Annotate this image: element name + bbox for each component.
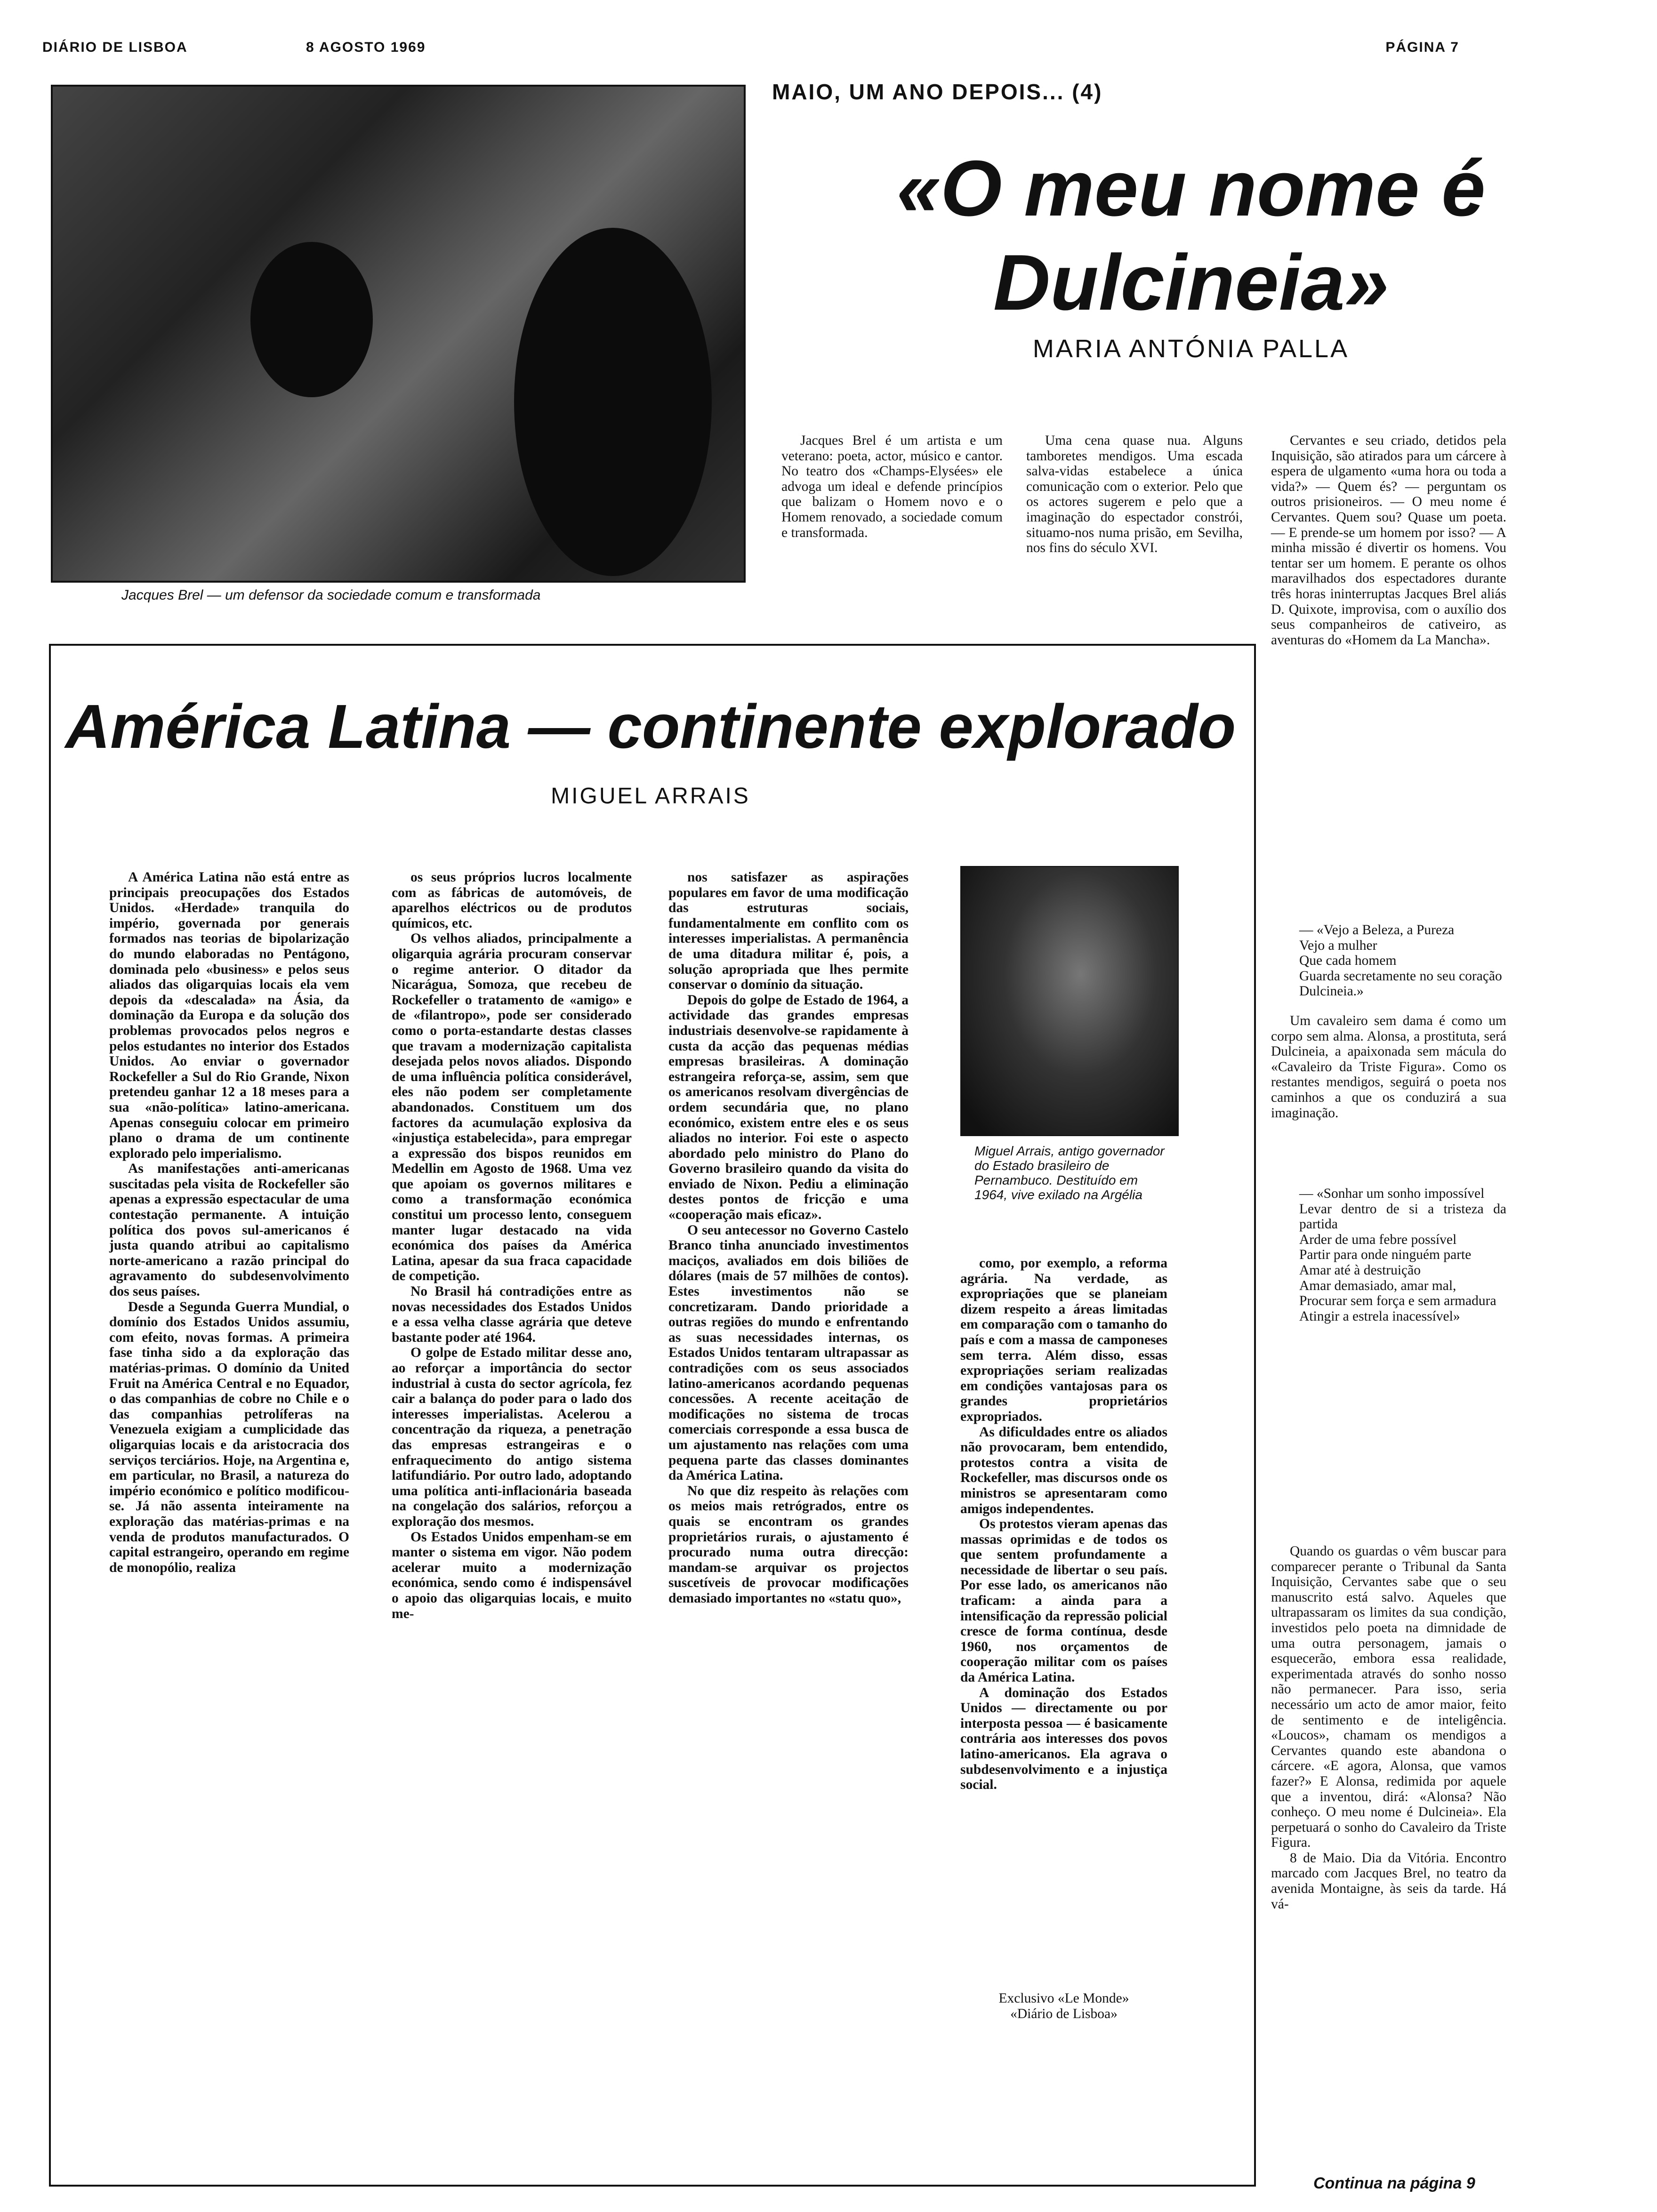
article1-paragraph: Quando os guardas o vêm buscar para comparecer perante o Tribunal da Santa Inquisição, Cervantes sabe que o seu manuscrito está salvo. Aqueles que ultrapassaram os limites da sua condição, investidos pelo poeta na dimnidade de uma outra personagem, jamais o esquecerão, embora essa realidade, experimentada através do sonho nosso não permanecer. Para isso, seria necessário um acto de amor maior, feito de sentimento e de inteligência. «Loucos», chamam os mendigos a Cervantes quando este abandona o cárcere. «E agora, Alonsa, que vamos fazer?» E Alonsa, redimida por aquele que a inventou, dirá: «Alonsa? Não conheço. O meu nome é Dulcineia». Ela perpetuará o sonho do Cavaleiro da Triste Figura. bbox=[1271, 1544, 1506, 1851]
poem-line: Que cada homem bbox=[1299, 953, 1397, 969]
page-number: PÁGINA 7 bbox=[1385, 40, 1459, 55]
signature-line: Exclusivo «Le Monde» bbox=[998, 1991, 1129, 2006]
article1-column-1 bbox=[781, 433, 1003, 540]
poem-line: — «Sonhar um sonho impossível bbox=[1299, 1186, 1485, 1201]
article2-signature bbox=[960, 1991, 1167, 2021]
photo-figure-left bbox=[250, 242, 373, 397]
article2-paragraph: No Brasil há contradições entre as novas necessidades dos Estados Unidos e a essa velha classe agrária que deteve bastante poder até 1964. bbox=[392, 1284, 632, 1345]
article2-column-2 bbox=[392, 870, 632, 1621]
article1-kicker: MAIO, UM ANO DEPOIS... (4) bbox=[772, 80, 1103, 104]
article1-poem-1 bbox=[1271, 922, 1506, 1121]
article2-paragraph: como, por exemplo, a reforma agrária. Na verdade, as expropriações que se planeiam dizem respeito a áreas limitadas em comparação com o tamanho do país e com a massa de camponeses sem terra. Além disso, essas expropriações seriam realizadas em condições vantajosas para os grandes proprietários expropriados. bbox=[960, 1256, 1167, 1424]
article2-paragraph: No que diz respeito às relações com os meios mais retrógrados, entre os quais se encontram os grandes proprietários rurais, o ajustamento é procurado numa outra direcção: mandam-se arquivar os projectos suscetíveis de provocar modificações demasiado importantes no «statu quo», bbox=[668, 1483, 909, 1606]
article2-paragraph: A América Latina não está entre as principais preocupações dos Estados Unidos. «Herdade» tranquila do império, governada por generais formados nas teorias de bipolarização do mundo elaboradas no Pentágono, dominada pelo «business» e pelos seus aliados das oligarquias locais ela vem depois da «descalada» na Ásia, da dominação da Europa e da solução dos problemas provocados pelos negros e pelos estudantes no interior dos Estados Unidos. Ao enviar o governador Rockefeller a Sul do Rio Grande, Nixon pretendeu ganhar 12 a 18 meses para a sua «não-política» latino-americana. Apenas conseguiu colocar em primeiro plano o drama de um continente explorado pelo imperialismo. bbox=[109, 870, 349, 1161]
masthead bbox=[42, 40, 1459, 68]
poem-line: Levar dentro de si a tristeza da partida bbox=[1299, 1201, 1506, 1232]
article2-column-3 bbox=[668, 870, 909, 1606]
article2-paragraph: nos satisfazer as aspirações populares em favor de uma modificação das estruturas sociais, fundamentalmente em conflito com os interesses imperialistas. A permanência de uma ditadura militar é, pois, a solução apropriada que lhes permite conservar o domínio da situação. bbox=[668, 870, 909, 993]
poem-line: Procurar sem força e sem armadura bbox=[1299, 1293, 1496, 1309]
photo-figure-right bbox=[514, 228, 712, 576]
arrais-photo bbox=[960, 866, 1179, 1136]
article1-column-3 bbox=[1271, 433, 1506, 648]
article1-poem-2 bbox=[1271, 1186, 1506, 1324]
poem-line: Arder de uma febre possível bbox=[1299, 1232, 1457, 1247]
poem-line: Dulcineia.» bbox=[1299, 984, 1364, 999]
issue-date: 8 AGOSTO 1969 bbox=[306, 40, 426, 55]
article2-column-1 bbox=[109, 870, 349, 1575]
article2-paragraph: Depois do golpe de Estado de 1964, a actividade das grandes empresas industriais desenvolve-se rapidamente à custa da acção das pequenas médias empresas brasileiras. A dominação estrangeira reforça-se, assim, sem que os americanos resolvam divergências de ordem secundária que, no plano económico, existem entre eles e os seus aliados no interior. Foi este o aspecto abordado pelo ministro do Plano do Governo brasileiro quando da visita do enviado de Nixon. Pediu a eliminação destes pontos de fricção e uma «cooperação mais eficaz». bbox=[668, 992, 909, 1223]
continues-link[interactable]: Continua na página 9 bbox=[1313, 2174, 1475, 2192]
poem-line: Vejo a mulher bbox=[1299, 938, 1377, 953]
article2-column-4 bbox=[960, 1256, 1167, 1793]
article2-paragraph: As manifestações anti-americanas suscitadas pela visita de Rockefeller são apenas a expressão espectacular de uma contestação permanente. A intuição política dos povos sul-americanos é justa quando atribui ao capitalismo norte-americano a razão principal do agravamento do subdesenvolvimento dos seus países. bbox=[109, 1161, 349, 1299]
poem-line: Atingir a estrela inacessível» bbox=[1299, 1308, 1460, 1324]
article1-paragraph: 8 de Maio. Dia da Vitória. Encontro marcado com Jacques Brel, no teatro da avenida Montaigne, às seis da tarde. Há vá- bbox=[1271, 1850, 1506, 1912]
poem-line: — «Vejo a Beleza, a Pureza bbox=[1299, 922, 1455, 938]
article2-paragraph: Os velhos aliados, principalmente a oligarquia agrária procuram conservar o regime anterior. O ditador da Nicarágua, Somoza, que recebeu de Rockefeller o tratamento de «amigo» e de «filantropo», pode ser considerado como o porta-estandarte destas classes que travam a modernização capitalista desejada pelos novos aliados. Dispondo de uma influência política considerável, eles não podem ser completamente abandonados. Constituem um dos factores da acumulação explosiva da «injustiça estabelecida», para empregar a expressão dos bispos reunidos em Medellin em Agosto de 1968. Uma vez que apoiam os governos militares e como a transformação económica constitui um processo lento, conseguem manter lugar destacado na vida económica dos países da América Latina, apesar da sua fraca capacidade de competição. bbox=[392, 931, 632, 1284]
article2-paragraph: A dominação dos Estados Unidos — directamente ou por interposta pessoa — é basicamente contrária aos interesses dos povos latino-americanos. Ela agrava o subdesenvolvimento e a injustiça social. bbox=[960, 1685, 1167, 1793]
poem-line: Partir para onde ninguém parte bbox=[1299, 1247, 1472, 1263]
poem-line: Guarda secretamente no seu coração bbox=[1299, 968, 1502, 984]
article1-paragraph: Jacques Brel é um artista e um veterano: poeta, actor, músico e cantor. No teatro dos «Champs-Elysées» ele advoga um ideal e defende princípios que balizam o Homem novo e o Homem renovado, a sociedade comum e transformada. bbox=[781, 433, 1003, 540]
article2-paragraph: Desde a Segunda Guerra Mundial, o domínio dos Estados Unidos assumiu, com efeito, novas formas. A primeira fase tinha sido a da exploração das matérias-primas. O domínio da United Fruit na América Central e no Equador, o das companhias de cobre no Chile e o das companhias petrolíferas na Venezuela exigiam a cumplicidade das oligarquias locais e da aristocracia dos serviços terciários. Hoje, na Argentina e, em particular, no Brasil, a natureza do império económico e político modificou-se. Já não assenta inteiramente na exploração das matérias-primas e na venda de produtos manufacturados. O capital estrangeiro, operando em regime de monopólio, realiza bbox=[109, 1299, 349, 1575]
article2-paragraph: O seu antecessor no Governo Castelo Branco tinha anunciado investimentos maciços, avaliados em dois biliões de dólares (mais de 57 milhões de contos). Estes investimentos não se concretizaram. Dando prioridade a outras regiões do mundo e enfrentando as suas necessidades internas, os Estados Unidos tentaram ultrapassar as contradições com os seus associados latino-americanos acordando pequenas concessões. A recente aceitação de modificações no sistema de trocas comerciais corresponde a essa busca de um ajustamento nas relações com uma pequena parte das classes dominantes da América Latina. bbox=[668, 1222, 909, 1483]
article1-column-3-end bbox=[1271, 1544, 1506, 1912]
article1-column-2 bbox=[1026, 433, 1243, 556]
article1-paragraph: Um cavaleiro sem dama é como um corpo sem alma. Alonsa, a prostituta, será Dulcineia, a apaixonada sem mácula do «Cavaleiro da Triste Figura». Como os restantes mendigos, seguirá o poeta nos caminhos a que os conduzirá a sua imaginação. bbox=[1271, 1013, 1506, 1121]
article2-title: América Latina — continente explorado bbox=[65, 692, 1236, 761]
article2-byline: MIGUEL ARRAIS bbox=[551, 784, 750, 809]
poem-line: Amar demasiado, amar mal, bbox=[1299, 1278, 1456, 1293]
brel-photo bbox=[51, 85, 746, 583]
article1-paragraph: Cervantes e seu criado, detidos pela Inquisição, são atirados para um cárcere à espera de ulgamento «uma hora ou toda a vida?» — Quem és? — perguntam os outros prisioneiros. — O meu nome é Cervantes. Quem sou? Quase um poeta. — E prende-se um homem por isso? — A minha missão é divertir os homens. Vou tentar ser um homem. E perante os olhos maravilhados dos espectadores durante três horas ininterruptas Jacques Brel aliás D. Quixote, improvisa, com o auxílio dos seus companheiros de cativeiro, as aventuras do «Homem da La Mancha». bbox=[1271, 433, 1506, 648]
article1-byline: MARIA ANTÓNIA PALLA bbox=[1032, 335, 1350, 363]
article2-paragraph: Os protestos vieram apenas das massas oprimidas e de todos os que sentem profundamente a necessidade de libertar o seu país. Por esse lado, os americanos não traficam: a ainda para a intensificação da repressão policial cresce de forma contínua, desde 1960, nos orçamentos de cooperação militar com os países da América Latina. bbox=[960, 1516, 1167, 1685]
article2-paragraph: As dificuldades entre os aliados não provocaram, bem entendido, protestos contra a visita de Rockefeller, mas discursos onde os ministros se apresentaram como amigos independentes. bbox=[960, 1424, 1167, 1516]
brel-photo-caption: Jacques Brel — um defensor da sociedade comum e transformada bbox=[121, 587, 541, 603]
signature-line: «Diário de Lisboa» bbox=[1010, 2006, 1118, 2021]
article2-paragraph: O golpe de Estado militar desse ano, ao reforçar a importância do sector industrial à custa do sector agrícola, fez cair a balança do poder para o lado dos interesses imperialistas. Acelerou a concentração da riqueza, a penetração das empresas estrangeiras e o enfraquecimento do antigo sistema latifundiário. Por outro lado, adoptando uma política anti-inflacionária baseada na congelação dos salários, reforçou a exploração dos mesmos. bbox=[392, 1345, 632, 1529]
newspaper-name: DIÁRIO DE LISBOA bbox=[42, 40, 188, 55]
poem-line: Amar até à destruição bbox=[1299, 1262, 1421, 1278]
article2-paragraph: os seus próprios lucros localmente com as fábricas de automóveis, de aparelhos eléctricos ou de produtos químicos, etc. bbox=[392, 870, 632, 931]
article1-paragraph: Uma cena quase nua. Alguns tamboretes mendigos. Uma escada salva-vidas estabelece a única comunicação com o exterior. Pelo que os actores sugerem e pelo que a imaginação do espectador constrói, situamo-nos numa prisão, em Sevilha, nos fins do século XVI. bbox=[1026, 433, 1243, 556]
article1-title: «O meu nome é Dulcineia» bbox=[896, 144, 1486, 327]
arrais-photo-caption: Miguel Arrais, antigo governador do Estado brasileiro de Pernambuco. Destituído em 1964, vive exilado na Argélia bbox=[974, 1144, 1165, 1202]
article2-paragraph: Os Estados Unidos empenham-se em manter o sistema em vigor. Não podem acelerar muito a modernização económica, sendo como é indispensável o apoio das oligarquias locais, e muito me- bbox=[392, 1529, 632, 1621]
